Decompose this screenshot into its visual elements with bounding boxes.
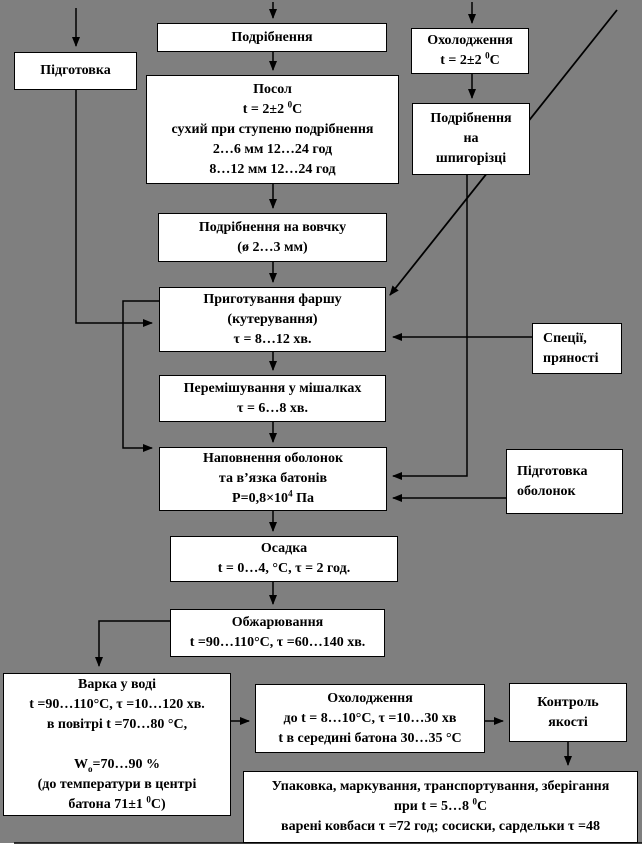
- node-napovnennia-obolonok-line-0: Наповнення оболонок: [202, 451, 344, 466]
- node-varka-u-vodi-line-5: (до температури в центрі: [37, 776, 197, 792]
- node-vovchok-line-0: Подрібнення на вовчку: [198, 219, 347, 235]
- node-shpyhorizka-line-1: на: [463, 131, 479, 146]
- node-pidhotovka-obolonok-line-0: Підготовка: [517, 463, 588, 479]
- node-posol-line-3: 2…6 мм 12…24 год: [212, 141, 333, 157]
- node-obzhariuvannia-line-1: t =90…110°С, τ =60…140 хв.: [189, 635, 366, 650]
- node-posol: [146, 75, 399, 184]
- node-okholodzhennia-bottom-line-1: до t = 8…10°С, τ =10…30 хв: [283, 710, 457, 726]
- node-shpyhorizka: [412, 103, 530, 175]
- node-kontrol-yakosti-line-1: якості: [548, 714, 588, 730]
- node-vovchok-line-1: (ø 2…3 мм): [237, 239, 308, 255]
- node-varka-u-vodi-line-0: Варка у воді: [77, 676, 156, 692]
- elbow-shpyhorizka-to-napovnennia: [393, 175, 467, 476]
- node-okholodzhennia-top: [411, 28, 529, 74]
- node-varka-u-vodi-line-6: батона 71±1 $^0$С): [68, 793, 166, 812]
- node-obzhariuvannia: [170, 609, 385, 657]
- node-okholodzhennia-bottom-line-0: Охолодження: [327, 690, 413, 706]
- node-pidhotovka-obolonok: [506, 449, 623, 514]
- node-pryhotuvannia-farshu-line-1: (кутерування): [227, 311, 318, 327]
- node-spetsii: [532, 323, 622, 374]
- node-napovnennia-obolonok: [159, 447, 387, 511]
- node-posol-line-0: Посол: [253, 81, 292, 97]
- node-upakovka-line-1: при t = 5…8 $^0$С: [393, 796, 488, 814]
- node-varka-u-vodi-line-3: [8, 735, 226, 755]
- node-okholodzhennia-bottom-line-2: t в середині батона 30…35 °С: [278, 730, 462, 746]
- node-kontrol-yakosti-line-0: Контроль: [537, 694, 599, 710]
- node-peremishuvannia: [159, 375, 386, 422]
- node-vovchok: [158, 213, 387, 262]
- node-pryhotuvannia-farshu-line-2: τ = 8…12 хв.: [233, 331, 312, 347]
- node-napovnennia-obolonok-line-2: $Р=0,8\times 10^4$ Па: [232, 488, 314, 506]
- node-pryhotuvannia-farshu-line-0: Приготування фаршу: [203, 291, 342, 307]
- node-upakovka-line-2: варені ковбаси τ =72 год; сосиски, сардельки τ =48: [281, 819, 600, 834]
- node-obzhariuvannia-line-0: Обжарювання: [231, 615, 324, 630]
- node-podribnennia-top-line-0: Подрібнення: [231, 29, 313, 45]
- node-upakovka-line-0: Упаковка, маркування, транспортування, зберігання: [271, 779, 610, 794]
- node-spetsii-line-0: Спеції,: [543, 330, 587, 346]
- node-pryhotuvannia-farshu: [159, 287, 386, 352]
- node-osadka: [170, 536, 398, 582]
- node-pidhotovka-obolonok-line-1: оболонок: [517, 483, 576, 499]
- elbow-pidhotovka-to-farsh: [76, 90, 152, 323]
- node-posol-line-1: t = 2±2 $^0$С: [242, 98, 303, 117]
- node-upakovka: [243, 771, 638, 843]
- node-okholodzhennia-top-line-1: t = 2±2 $^0$С: [440, 50, 500, 68]
- node-posol-line-2: сухий при ступеню подрібнення: [171, 121, 374, 137]
- node-varka-u-vodi-line-4: $W_о=70\dots 90$ %: [74, 756, 160, 774]
- node-napovnennia-obolonok-line-1: та в’язка батонів: [218, 471, 328, 486]
- node-varka-u-vodi-line-1: t =90…110°С, τ =10…120 хв.: [29, 696, 205, 712]
- node-posol-line-4: 8…12 мм 12…24 год: [209, 161, 336, 177]
- node-okholodzhennia-bottom: [255, 684, 485, 753]
- node-pidhotovka-line-0: Підготовка: [40, 63, 111, 78]
- node-peremishuvannia-line-0: Перемішування у мішалках: [183, 380, 362, 396]
- node-shpyhorizka-line-0: Подрібнення: [430, 111, 512, 126]
- elbow-obzhariuvannia-to-varka: [99, 621, 170, 666]
- node-podribnennia-top: [157, 23, 387, 52]
- node-kontrol-yakosti: [509, 683, 627, 742]
- node-pidhotovka: [14, 52, 137, 90]
- node-osadka-line-1: t = 0…4, °С, τ = 2 год.: [217, 561, 351, 576]
- node-spetsii-line-1: пряності: [543, 350, 599, 366]
- node-varka-u-vodi-line-2: в повітрі t =70…80 °С,: [46, 716, 188, 732]
- node-varka-u-vodi: [3, 673, 231, 816]
- node-okholodzhennia-top-line-0: Охолодження: [427, 33, 513, 48]
- node-osadka-line-0: Осадка: [260, 541, 308, 556]
- node-shpyhorizka-line-2: шпигорізці: [435, 151, 507, 166]
- node-peremishuvannia-line-1: τ = 6…8 хв.: [237, 400, 308, 416]
